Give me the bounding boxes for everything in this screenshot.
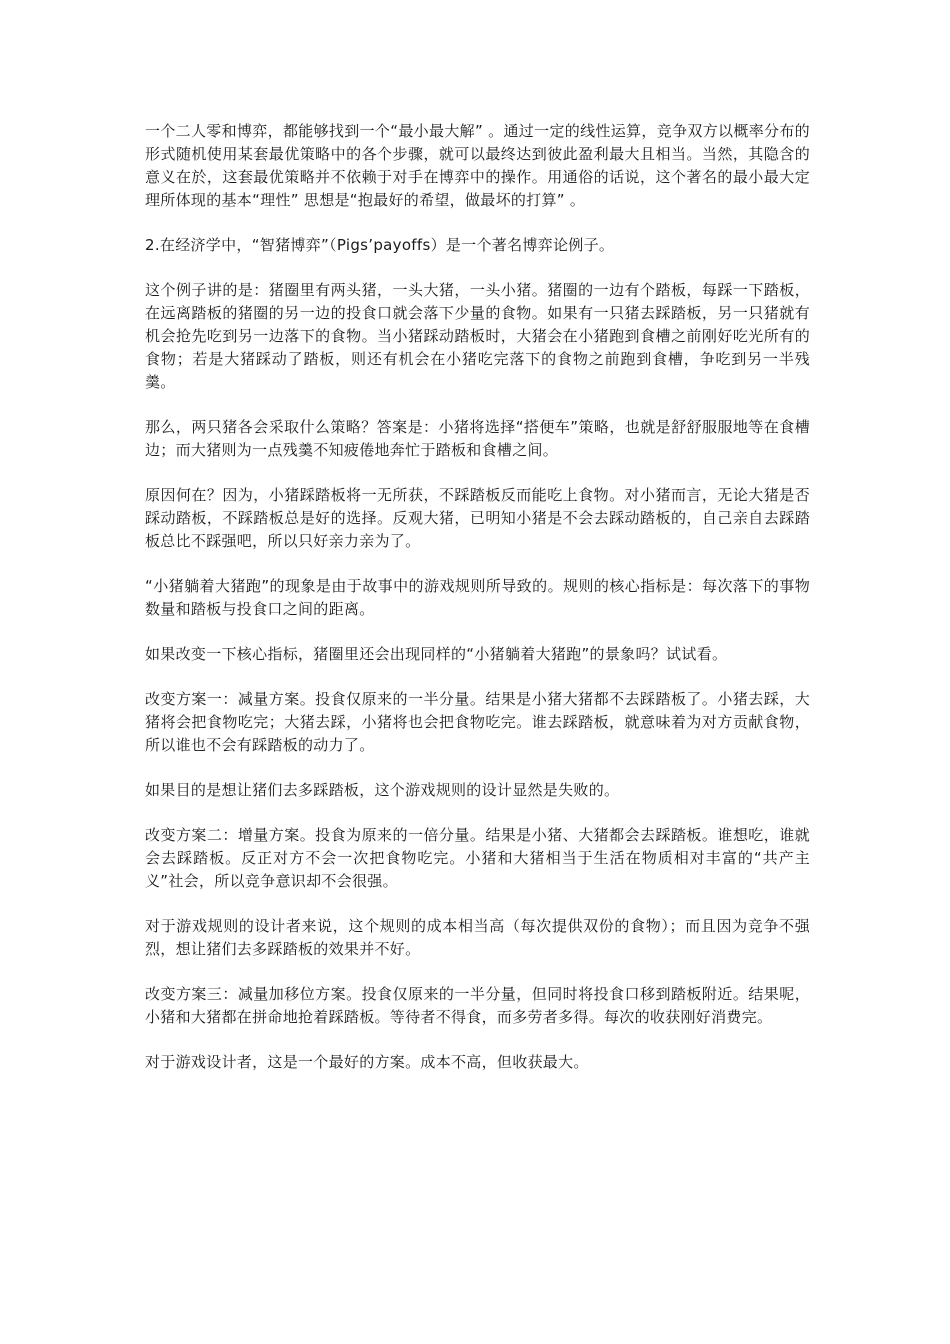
- paragraph-plan-three: 改变方案三：减量加移位方案。投食仅原来的一半分量，但同时将投食口移到踏板附近。结果呢，小猪和大猪都在拼命地抢着踩踏板。等待者不得食，而多劳者多得。每次的收获刚好消费完。: [145, 985, 810, 1026]
- paragraph-rule-core-indicators: “小猪躺着大猪跑”的现象是由于故事中的游戏规则所导致的。规则的核心指标是：每次落下的事物数量和踏板与投食口之间的距离。: [145, 577, 810, 618]
- paragraph-reason: 原因何在？因为，小猪踩踏板将一无所获，不踩踏板反而能吃上食物。对小猪而言，无论大猪是否踩动踏板，不踩踏板总是好的选择。反观大猪，已明知小猪是不会去踩动踏板的，自己亲自去踩踏板总比不踩强吧，所以只好亲力亲为了。: [145, 486, 810, 550]
- paragraph-plan-one-conclusion: 如果目的是想让猪们去多踩踏板，这个游戏规则的设计显然是失败的。: [145, 781, 620, 799]
- paragraph-minimax-theorem: 一个二人零和博弈，都能够找到一个“最小最大解” 。通过一定的线性运算，竞争双方以概率分布的形式随机使用某套最优策略中的各个步骤，就可以最终达到彼此盈利最大且相当。当然，其隐含的意义在於，这套最优策略并不依赖于对手在博弈中的操作。用通俗的话说，这个著名的最小最大定理所体现的基本“理性” 思想是“抱最好的希望，做最坏的打算” 。: [145, 122, 810, 209]
- paragraph-smart-pig-game-title: 2.在经济学中，“智猪博弈”（Pigs’payoffs）是一个著名博弈论例子。: [145, 236, 615, 254]
- paragraph-plan-two: 改变方案二：增量方案。投食为原来的一倍分量。结果是小猪、大猪都会去踩踏板。谁想吃，谁就会去踩踏板。反正对方不会一次把食物吃完。小猪和大猪相当于生活在物质相对丰富的“共产主义”社会，所以竞争意识却不会很强。: [145, 826, 810, 890]
- paragraph-example-description: 这个例子讲的是：猪圈里有两头猪，一头大猪，一头小猪。猪圈的一边有个踏板，每踩一下踏板，在远离踏板的猪圈的另一边的投食口就会落下少量的食物。如果有一只猪去踩踏板，另一只猪就有机会抢先吃到另一边落下的食物。当小猪踩动踏板时，大猪会在小猪跑到食槽之前刚好吃光所有的食物；若是大猪踩动了踏板，则还有机会在小猪吃完落下的食物之前跑到食槽，争吃到另一半残羹。: [145, 281, 810, 391]
- paragraph-plan-two-conclusion: 对于游戏规则的设计者来说，这个规则的成本相当高（每次提供双份的食物）；而且因为竞争不强烈，想让猪们去多踩踏板的效果并不好。: [145, 917, 810, 958]
- paragraph-strategy-answer: 那么，两只猪各会采取什么策略？答案是：小猪将选择“搭便车”策略，也就是舒舒服服地等在食槽边；而大猪则为一点残羹不知疲倦地奔忙于踏板和食槽之间。: [145, 418, 810, 459]
- document-body: [145, 120, 810, 1096]
- paragraph-plan-three-conclusion: 对于游戏设计者，这是一个最好的方案。成本不高，但收获最大。: [145, 1053, 589, 1071]
- paragraph-change-question: 如果改变一下核心指标，猪圈里还会出现同样的“小猪躺着大猪跑”的景象吗？试试看。: [145, 645, 728, 663]
- paragraph-plan-one: 改变方案一：减量方案。投食仅原来的一半分量。结果是小猪大猪都不去踩踏板了。小猪去踩，大猪将会把食物吃完；大猪去踩，小猪将也会把食物吃完。谁去踩踏板，就意味着为对方贡献食物，所以谁也不会有踩踏板的动力了。: [145, 690, 810, 754]
